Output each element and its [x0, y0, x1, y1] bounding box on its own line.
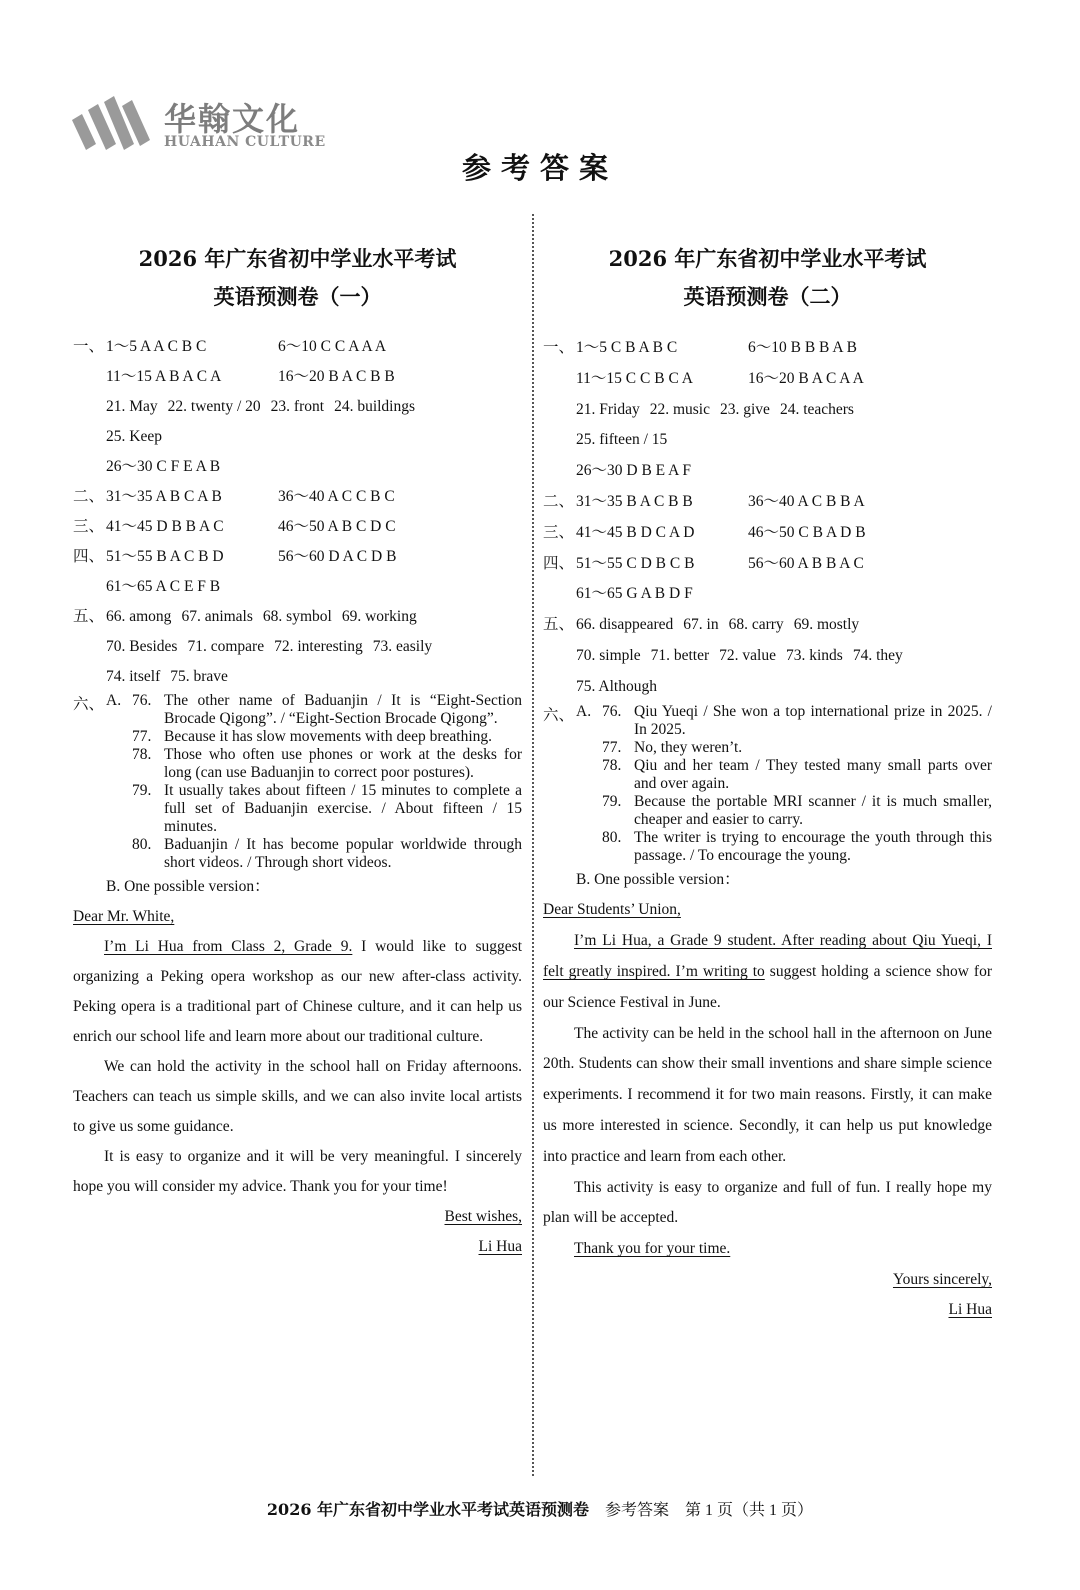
letter-signature: Li Hua: [478, 1238, 522, 1255]
left-heading-line1: 2026 年广东省初中学业水平考试: [138, 246, 457, 271]
right-heading-line2: 英语预测卷（二）: [683, 284, 852, 309]
section-row: 一、 1～5 C B A B C 6～10 B B B A B: [543, 339, 857, 356]
section-row: 二、 31～35 A B C A B 36～40 A C C B C: [73, 488, 395, 505]
section-row: 三、 41～45 D B B A C 46～50 A B C D C: [73, 518, 396, 535]
right-heading-line1: 2026 年广东省初中学业水平考试: [608, 246, 927, 271]
answer-row: 61～65 A C E F B: [106, 578, 221, 595]
answer-row: 26～30 D B E A F: [576, 462, 691, 480]
section-row: 二、 31～35 B A C B B 36～40 A C B B A: [543, 492, 865, 510]
letter-salutation: Dear Students’ Union,: [543, 901, 681, 919]
letter-paragraph: We can hold the activity in the school hall on Friday afternoons. Teachers can teach us simple skills, and we can also invite local artists to give us some guidance.: [73, 1058, 522, 1135]
writing-label: B. One possible version：: [576, 870, 740, 888]
letter-salutation: Dear Mr. White,: [73, 908, 175, 925]
answer-row: 11～15 C C B C A 16～20 B A C A A: [576, 369, 864, 387]
letter-closing: Best wishes,: [444, 1208, 522, 1225]
letter-closing: Yours sincerely,: [892, 1270, 992, 1288]
answer-row: 75. Although: [576, 677, 657, 695]
qa-item: 77. No, they weren’t.: [602, 738, 743, 756]
answer-row: 25. Keep: [106, 428, 162, 445]
section-row: 五、 66. among 67. animals 68. symbol 69. working: [73, 608, 417, 625]
letter-paragraph: This activity is easy to organize and full of fun. I really hope my plan will be accepted.: [543, 1178, 992, 1227]
section-row: 三、 41～45 B D C A D 46～50 C B A D B: [543, 523, 866, 541]
footer-title: 2026 年广东省初中学业水平考试英语预测卷: [266, 1500, 590, 1519]
letter-paragraph: I’m Li Hua from Class 2, Grade 9. I would like to suggest organizing a Peking opera workshop as our new after-class activity. Peking opera is a traditional part of Chinese culture, and it can help us enrich our school life and learn more about our traditional culture.: [73, 938, 522, 1045]
qa-item: 六、 A. 76. The other name of Baduanjin / It is “Eight-Section Brocade Qigong”. / “Eight-Section Brocade Qigong”.: [73, 692, 522, 727]
right-column: [543, 240, 992, 1325]
section-row: 四、 51～55 B A C B D 56～60 D A C D B: [73, 548, 397, 565]
letter-paragraph: I’m Li Hua, a Grade 9 student. After reading about Qiu Yueqi, I felt greatly inspired. I’m writing to suggest holding a science show for our Science Festival in June.: [543, 932, 992, 1011]
answer-row: 26～30 C F E A B: [106, 458, 221, 475]
qa-item: 77. Because it has slow movements with deep breathing.: [132, 728, 493, 745]
letter-signature: Li Hua: [948, 1300, 992, 1318]
qa-item: 79. Because the portable MRI scanner / it is much smaller, cheaper and easier to carry.: [602, 792, 992, 828]
answer-row: 74. itself 75. brave: [106, 668, 228, 685]
qa-item: 78. Those who often use phones or work at the desks for long (can use Baduanjin to correct poor postures).: [132, 746, 522, 781]
answer-row: 21. May 22. twenty / 20 23. front 24. buildings: [106, 398, 416, 415]
left-heading-line2: 英语预测卷（一）: [213, 284, 382, 309]
section-row: 四、 51～55 C D B C B 56～60 A B B A C: [543, 554, 864, 572]
answer-row: 70. Besides 71. compare 72. interesting 73. easily: [106, 638, 433, 655]
footer-label: 参考答案: [605, 1502, 670, 1519]
answer-row: 61～65 G A B D F: [576, 585, 693, 603]
qa-item: 78. Qiu and her team / They tested many small parts over and over again.: [602, 756, 992, 792]
logo-name-en: HUAHAN CULTURE: [164, 134, 326, 150]
letter-paragraph: Thank you for your time.: [574, 1240, 731, 1258]
page-title: 参考答案: [461, 151, 618, 185]
section-row: 五、 66. disappeared 67. in 68. carry 69. mostly: [543, 616, 860, 634]
page-footer: [0, 1497, 1080, 1520]
answer-row: 25. fifteen / 15: [576, 431, 668, 449]
left-column: [73, 240, 522, 1262]
qa-item: 80. Baduanjin / It has become popular worldwide through short videos. / Through short videos.: [132, 836, 522, 871]
answer-row: 11～15 A B A C A 16～20 B A C B B: [106, 368, 395, 385]
section-row: 一、 1～5 A A C B C 6～10 C C A A A: [73, 338, 387, 355]
answer-row: 21. Friday 22. music 23. give 24. teachers: [576, 400, 854, 418]
writing-label: B. One possible version：: [106, 878, 270, 895]
qa-item: 六、 A. 76. Qiu Yueqi / She won a top international prize in 2025. / In 2025.: [543, 702, 992, 738]
qa-item: 80. The writer is trying to encourage the youth through this passage. / To encourage the young.: [602, 828, 992, 864]
logo-name-cn: 华翰文化: [164, 100, 301, 138]
letter-paragraph: The activity can be held in the school hall in the afternoon on June 20th. Students can show their small inventions and share simple science experiments. I recommend it for two main reasons. Firstly, it can make us more interested in science. Secondly, it can help us put knowledge into practice and learn from each other.: [543, 1024, 992, 1165]
answer-row: 70. simple 71. better 72. value 73. kinds 74. they: [576, 646, 903, 664]
footer-page-number: 第 1 页（共 1 页）: [685, 1502, 814, 1519]
column-divider: [532, 214, 534, 1476]
qa-item: 79. It usually takes about fifteen / 15 minutes to complete a full set of Baduanjin exercise. / About fifteen / 15 minutes.: [132, 782, 522, 835]
letter-paragraph: It is easy to organize and it will be very meaningful. I sincerely hope you will consider my advice. Thank you for your time!: [73, 1148, 522, 1195]
